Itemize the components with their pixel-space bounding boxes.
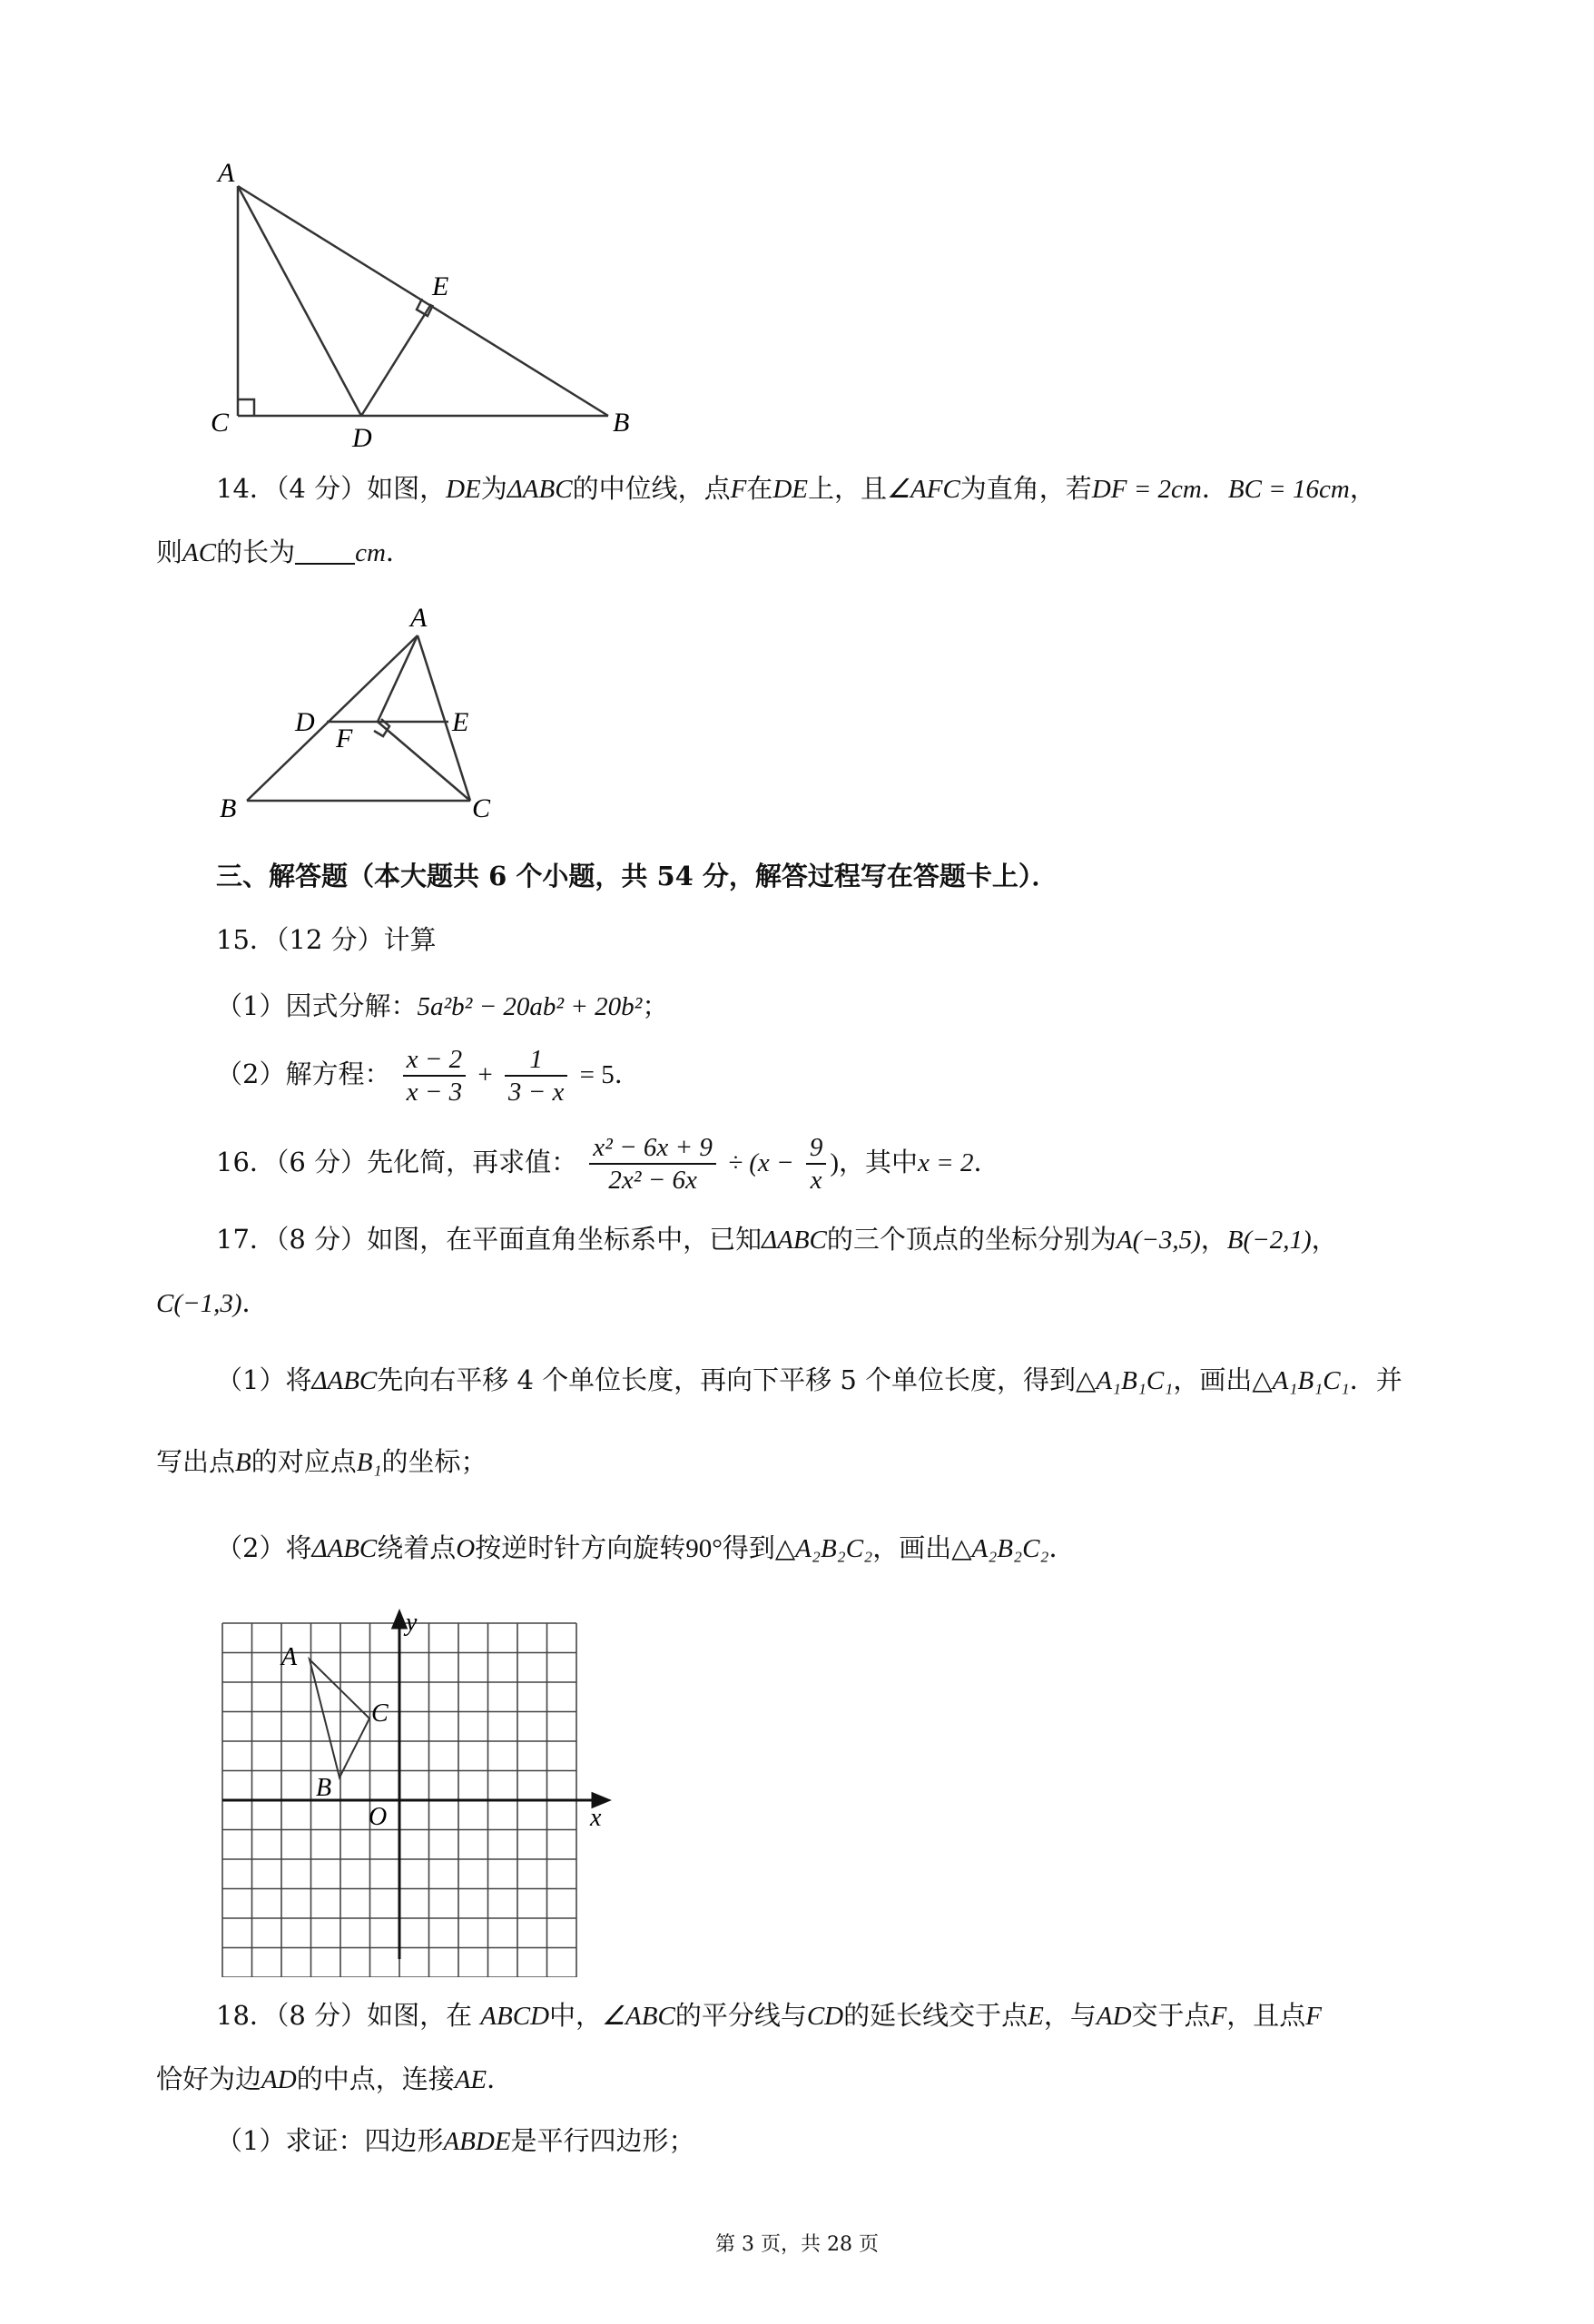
fig13-label-A: A <box>218 158 235 188</box>
q17-line2: C(−1,3)． <box>156 1287 269 1318</box>
fraction: $\frac{\text{x² − 6x + 9}}{\text{2x² − 6x}}$ <box>589 1132 716 1196</box>
parallelogram-abcd: ABCD <box>480 2002 550 2031</box>
answer-blank <box>295 536 355 565</box>
fig13-label-E: E <box>432 271 449 301</box>
page-footer: 第 3 页，共 28 页 <box>715 2233 879 2256</box>
q15-part1: （1）因式分解：5a²b² − 20ab² + 20b²； <box>216 990 669 1021</box>
grid-label-y: y <box>406 1609 418 1637</box>
grid-label-A: A <box>281 1643 298 1671</box>
q18-line2: 恰好为边AD的中点，连接AE． <box>156 2063 514 2094</box>
q17-part1-line1: （1）将ΔABC先向右平移 4 个单位长度，再向下平移 5 个单位长度，得到△A₁B₁C₁，画出△A₁B₁C₁．并 <box>216 1364 1402 1395</box>
fig14-label-B: B <box>220 793 237 823</box>
q17-part2: （2）将ΔABC绕着点O按逆时针方向旋转90°得到△A₂B₂C₂，画出△A₂B₂C₂． <box>216 1532 1076 1563</box>
fig14-label-F: F <box>336 724 353 753</box>
fig13-label-B: B <box>613 408 630 438</box>
q18-line1: 18．（8 分）如图，在 ABCD中，∠ABC的平分线与CD的延长线交于点E，与AD交于点F，且点F <box>216 2000 1323 2031</box>
fig13-label-D: D <box>352 423 372 453</box>
fraction: $\frac{9}{x}$ <box>806 1132 827 1196</box>
fraction: $\frac{1}{3 - x}$ <box>505 1044 567 1108</box>
fig14-label-D: D <box>295 707 315 737</box>
q18-part1: （1）求证：四边形ABDE是平行四边形； <box>216 2125 695 2156</box>
coordinate-grid-figure <box>204 1605 622 1977</box>
grid-label-B: B <box>316 1774 332 1802</box>
triangle-abc <box>310 1659 369 1777</box>
q17-line1: 17．（8 分）如图，在平面直角坐标系中，已知ΔABC的三个顶点的坐标分别为A(−3,5)，B(−2,1)， <box>216 1224 1338 1255</box>
figure-q14 <box>209 599 517 835</box>
q15-part2: （2）解方程： $\frac{x - 2}{x - 3}$ + $\frac{1}{3 - x}$ = 5． <box>216 1045 641 1107</box>
fig14-label-A: A <box>410 603 428 633</box>
figure-q13 <box>191 154 663 454</box>
q14-line2: 则AC的长为 cm． <box>156 537 412 567</box>
q14-line1: 14．（4 分）如图，DE为ΔABC的中位线，点F在DE上，且∠AFC为直角，若DF = 2cm．BC = 16cm， <box>216 473 1376 504</box>
grid-label-C: C <box>371 1699 389 1728</box>
section-3-heading: 三、解答题（本大题共 6 个小题，共 54 分，解答过程写在答题卡上）． <box>216 861 1058 891</box>
q17-part1-line2: 写出点B的对应点B₁的坐标； <box>156 1446 487 1477</box>
q16: 16．（6 分）先化简，再求值： $\frac{\text{x² − 6x + 9}}{\text{2x² − 6x}}$ ÷ (x − $\frac{9}{x}$ )，其中x = 2． <box>216 1133 1000 1195</box>
fig14-label-C: C <box>472 793 491 823</box>
fig13-label-C: C <box>211 408 230 438</box>
grid-label-O: O <box>369 1803 388 1831</box>
q15-head: 15．（12 分）计算 <box>216 924 437 955</box>
fig14-label-E: E <box>452 707 469 737</box>
fraction: $\frac{x - 2}{x - 3}$ <box>403 1044 466 1108</box>
grid-label-x: x <box>590 1804 602 1832</box>
